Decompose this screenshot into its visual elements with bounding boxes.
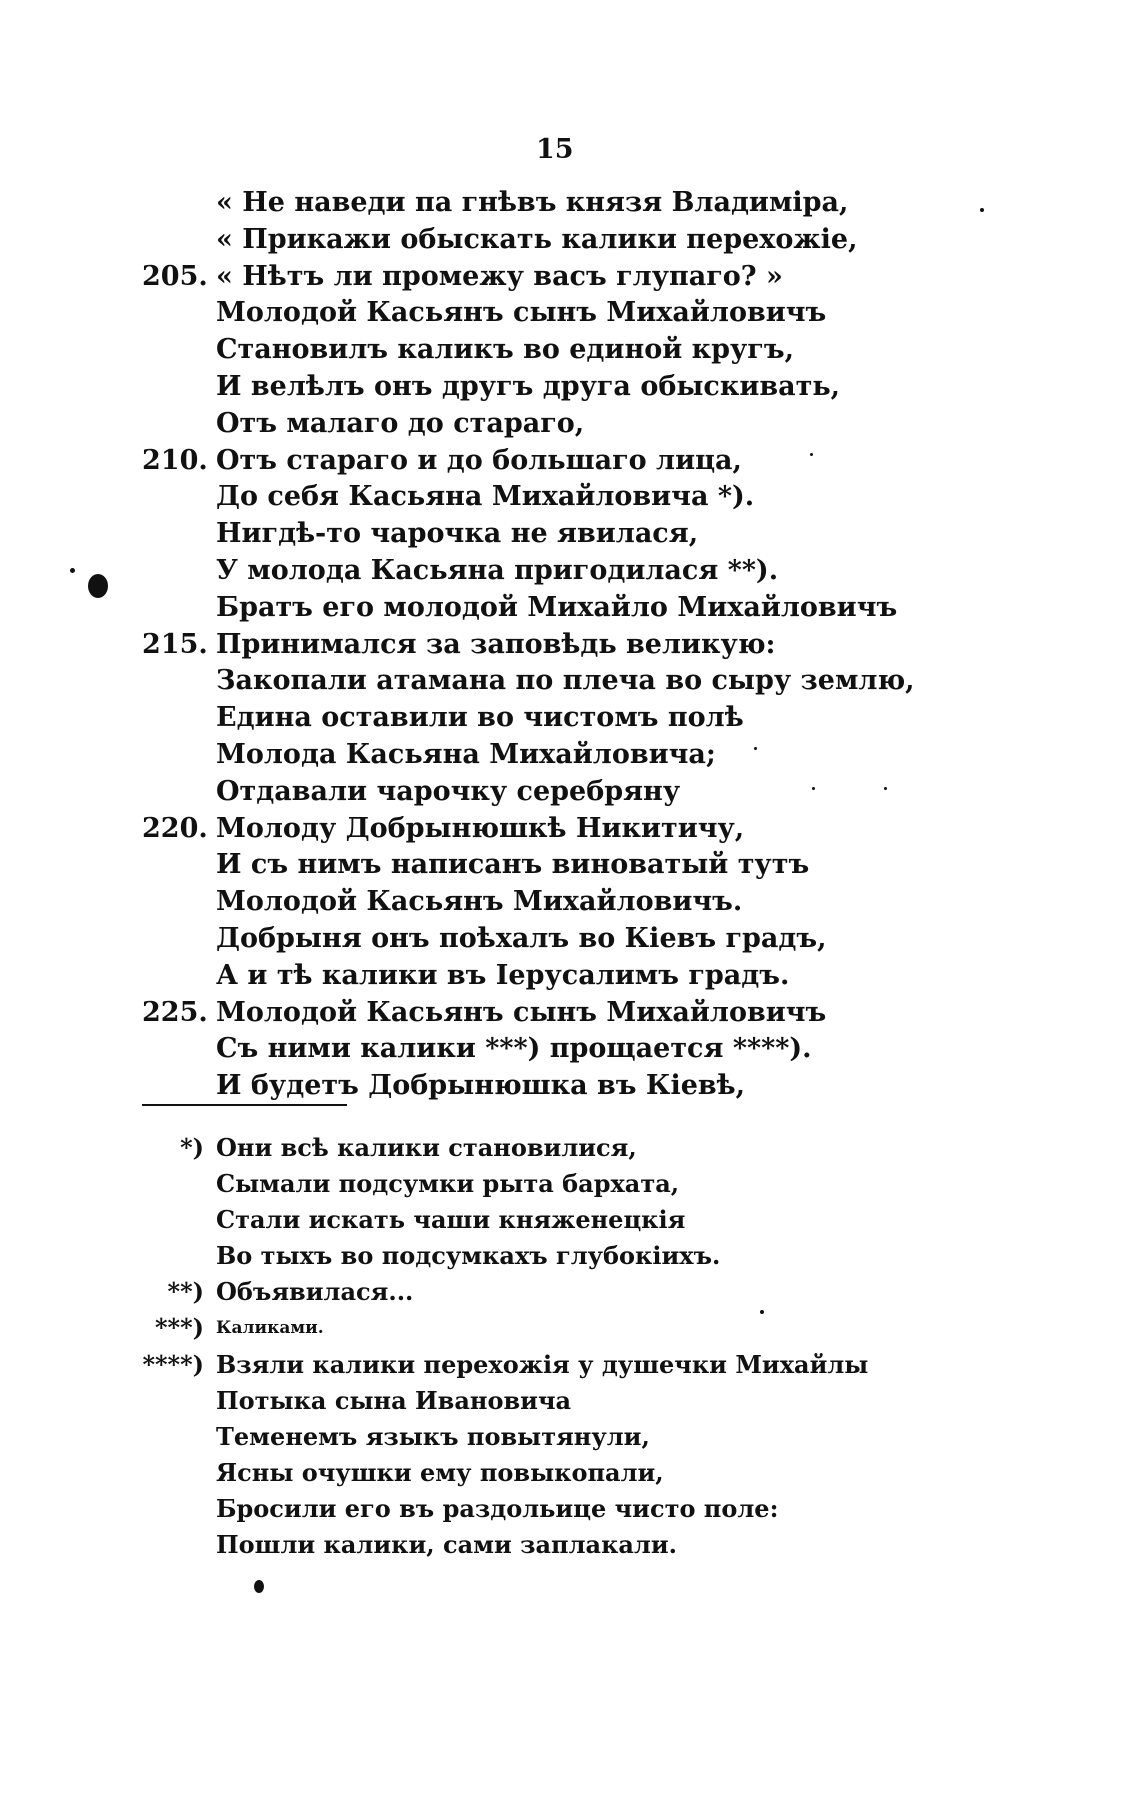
footnote-line [0,1310,1140,1346]
verse-line [0,479,1140,516]
verse-line [0,553,1140,590]
verse-text: Молоду Добрынюшкѣ Никитичу, [216,812,745,844]
verse-line [0,1031,1140,1068]
footnote-text: Ясны очушки ему повыкопали, [216,1457,664,1487]
footnote-line [0,1383,1140,1419]
footnotes-block [0,1130,1140,1563]
ink-speck [812,787,815,790]
footnote-line [0,1419,1140,1455]
verse-line [0,443,1140,480]
ink-speck [810,453,813,456]
verse-line [0,737,1140,774]
verse-line [0,332,1140,369]
footnote-mark: ***) [154,1313,204,1343]
footnote-rule [142,1104,347,1106]
verse-line [0,516,1140,553]
footnote-line [0,1274,1140,1310]
footnote-text: Пошли калики, сами заплакали. [216,1530,678,1560]
verse-text: Молодой Касьянъ сынъ Михайловичъ [216,996,827,1028]
footnote-text: Каликами. [216,1318,324,1339]
verse-text: И съ нимъ написанъ виноватый тутъ [216,849,810,881]
footnote-line [0,1202,1140,1238]
footnote-text: Сымали подсумки рыта бархата, [216,1169,680,1199]
verse-text: И будетъ Добрынюшка въ Кіевѣ, [216,1070,746,1102]
footnote-line [0,1455,1140,1491]
verse-text: Отъ стараго и до большаго лица, [216,444,742,476]
footnote-text: Бросили его въ раздольице чисто поле: [216,1493,779,1523]
verse-text: Становилъ каликъ во единой кругъ, [216,334,794,366]
verse-line [0,811,1140,848]
ink-speck [884,787,887,790]
verse-text: Добрыня онъ поѣхалъ во Кіевъ градъ, [216,922,827,954]
verse-line [0,259,1140,296]
footnote-mark: **) [167,1277,204,1307]
verse-text: « Нѣтъ ли промежу васъ глупаго? » [216,260,783,292]
verse-line [0,1068,1140,1105]
footnote-line [0,1347,1140,1383]
ink-speck [70,568,75,573]
footnote-text: Объявилася... [216,1277,414,1307]
ink-blot [88,574,108,598]
verse-line [0,921,1140,958]
verse-line [0,774,1140,811]
footnote-line [0,1527,1140,1563]
verse-line [0,627,1140,664]
verse-text: Отдавали чарочку серебряну [216,775,681,807]
verse-line [0,995,1140,1032]
verse-text: Принимался за заповѣдь великую: [216,628,776,660]
footnote-text: Они всѣ калики становилися, [216,1133,637,1162]
footnote-mark: ****) [142,1349,204,1379]
verse-line [0,590,1140,627]
verse-text: И велѣлъ онъ другъ друга обыскивать, [216,370,841,402]
verse-text: Отъ малаго до стараго, [216,407,585,439]
line-number: 220. [142,812,208,844]
line-number: 210. [142,444,208,476]
ink-speck [760,1310,764,1314]
verse-line [0,222,1140,259]
footnote-line [0,1166,1140,1202]
verse-text: Братъ его молодой Михайло Михайловичъ [216,591,898,623]
verse-line [0,295,1140,332]
verse-text: Едина оставили во чистомъ полѣ [216,702,744,734]
verse-text: У молода Касьяна пригодилася **). [216,554,779,586]
ink-blot [254,1580,264,1593]
verse-text: Молода Касьяна Михайловича; [216,738,716,770]
ink-speck [980,208,984,212]
verse-text: « Прикажи обыскать калики перехожіе, [216,223,858,255]
line-number: 215. [142,628,208,660]
line-number: 205. [142,260,208,292]
verse-line [0,958,1140,995]
line-number: 225. [142,996,208,1028]
footnote-line [0,1130,1140,1166]
verse-text: Нигдѣ-то чарочка не явилася, [216,518,699,550]
verse-line [0,884,1140,921]
ink-speck [754,747,757,750]
verse-text: А и тѣ калики въ Іерусалимъ градъ. [216,959,790,991]
verse-line [0,369,1140,406]
verse-block [0,185,1140,1105]
footnote-line [0,1491,1140,1527]
footnote-text: Во тыхъ во подсумкахъ глубокіихъ. [216,1241,721,1271]
footnote-text: Потыка сына Ивановича [216,1385,572,1415]
verse-text: Закопали атамана по плеча во сыру землю, [216,665,915,697]
verse-text: « Не наведи па гнѣвъ князя Владиміра, [216,187,849,218]
verse-text: Молодой Касьянъ Михайловичъ. [216,886,743,918]
footnote-mark: *) [180,1133,204,1162]
footnote-text: Стали искать чаши княженецкія [216,1205,686,1235]
footnote-line [0,1238,1140,1274]
verse-line [0,700,1140,737]
verse-line [0,185,1140,222]
page-number: 15 [536,134,574,165]
verse-text: До себя Касьяна Михайловича *). [216,481,755,513]
footnote-text: Теменемъ языкъ повытянули, [216,1421,650,1451]
footnote-text: Взяли калики перехожія у душечки Михайлы [216,1349,869,1379]
verse-line [0,406,1140,443]
verse-line [0,663,1140,700]
verse-line [0,847,1140,884]
verse-text: Молодой Касьянъ сынъ Михайловичъ [216,297,827,329]
verse-text: Съ ними калики ***) прощается ****). [216,1033,812,1065]
